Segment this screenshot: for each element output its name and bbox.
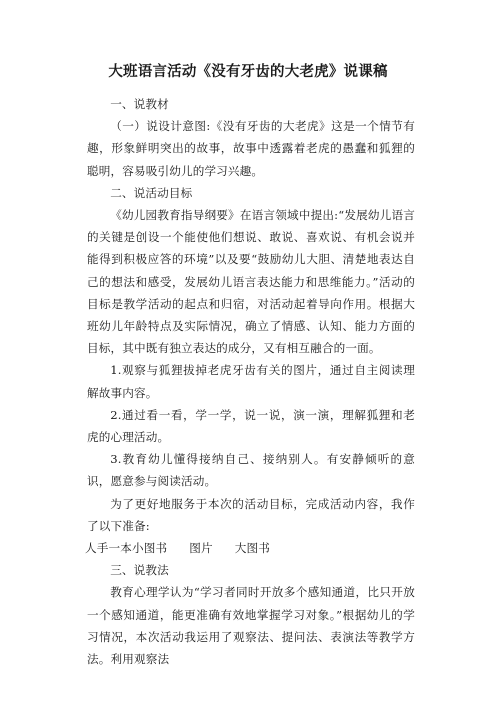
preparation-item: 人手一本小图书 xyxy=(85,541,168,556)
section-heading-teaching-material: 一、说教材 xyxy=(110,97,169,111)
preparation-list xyxy=(85,537,415,559)
document-title: 大班语言活动《没有牙齿的大老虎》说课稿 xyxy=(108,64,388,80)
preparation-item: 大图书 xyxy=(234,541,270,556)
section-heading-activity-goals: 二、说活动目标 xyxy=(110,185,193,200)
paragraph-preparation: 为了更好地服务于本次的活动目标，完成活动内容，我作了以下准备: xyxy=(87,496,415,533)
paragraph-design-intent: （一）说设计意图:《没有牙齿的大老虎》这是一个情节有趣，形象鲜明突出的故事，故事中透露着老虎的愚蠢和狐狸的聪明，容易吸引幼儿的学习兴趣。 xyxy=(87,119,415,178)
goal-item-3: 3.教育幼儿懂得接纳自己、接纳别人。有安静倾听的意识，愿意参与阅读活动。 xyxy=(87,452,415,489)
paragraph-teaching-method: 教育心理学认为“学习者同时开放多个感知通道，比只开放一个感知通道，能更准确有效地掌握学习对象。”根据幼儿的学习情况，本次活动我运用了观察法、提问法、表演法等教学方法。利用观察法 xyxy=(87,585,415,667)
document-body xyxy=(87,93,415,670)
paragraph-guideline: 《幼儿园教育指导纲要》在语言领域中提出:“发展幼儿语言的关键是创设一个能使他们想说、敢说、喜欢说、有机会说并能得到积极应答的环境”以及要“鼓励幼儿大胆、清楚地表达自己的想法和感受，发展幼儿语言表达能力和思维能力。”活动的目标是教学活动的起点和归宿，对活动起着导向作用。根据大班幼儿年龄特点及实际情况，确立了情感、认知、能力方面的目标，其中既有独立表达的成分，又有相互融合的一面。 xyxy=(87,208,415,356)
goal-item-1: 1.观察与狐狸拔掉老虎牙齿有关的图片，通过自主阅读理解故事内容。 xyxy=(87,363,415,400)
goal-item-2: 2.通过看一看，学一学，说一说，演一演，理解狐狸和老虎的心理活动。 xyxy=(87,407,415,445)
section-heading-teaching-method: 三、说教法 xyxy=(110,563,169,578)
preparation-item: 图片 xyxy=(189,541,213,556)
